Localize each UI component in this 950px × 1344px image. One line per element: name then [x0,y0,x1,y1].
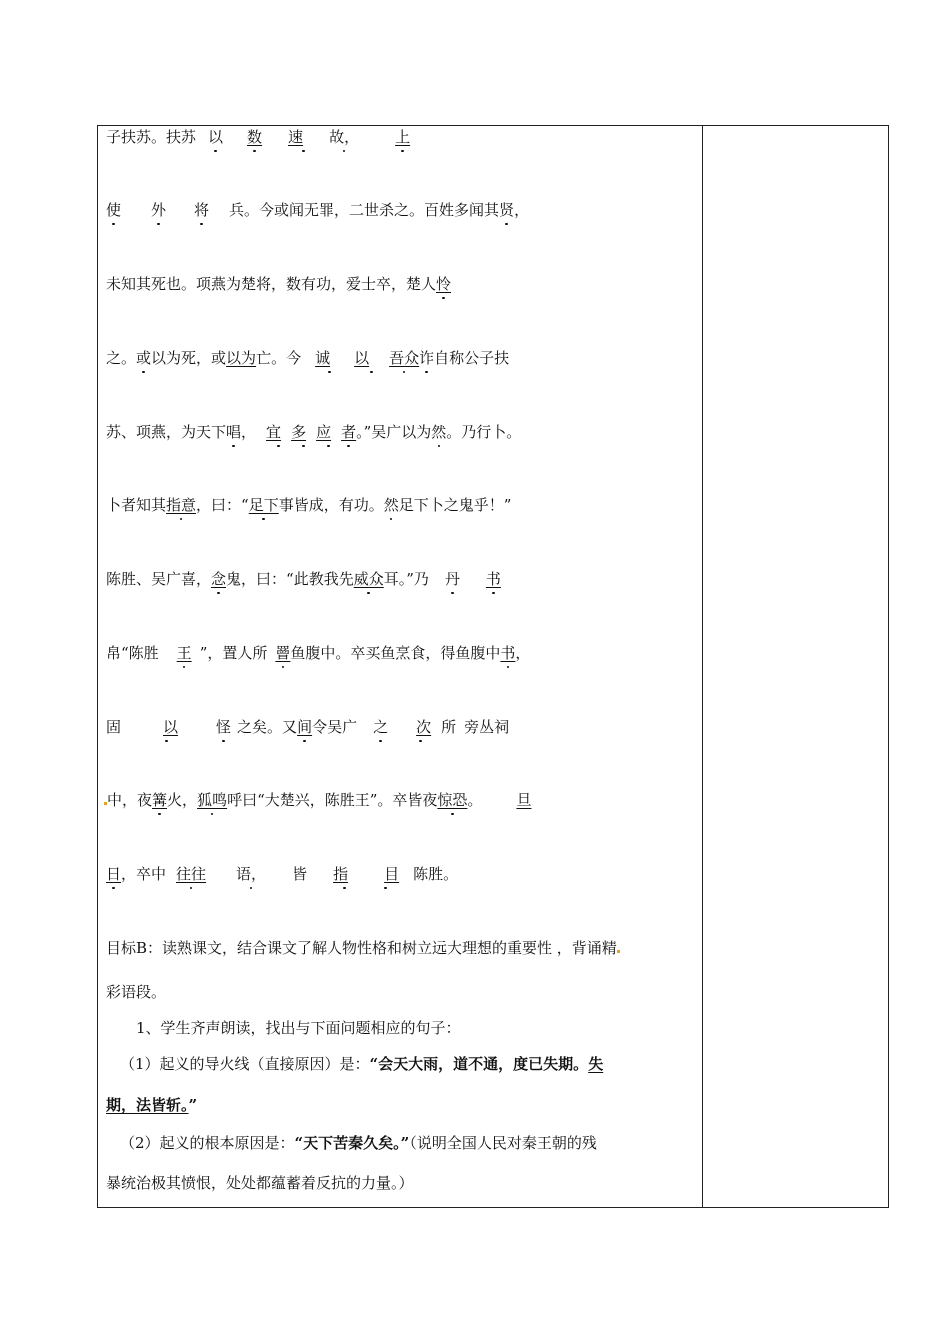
seg: 旦 [516,791,532,809]
seg: “天下苦秦久矣。” [294,1134,410,1152]
seg: 未知其死也。项燕为楚将，数有功，爱士卒，楚人 [106,275,437,293]
seg: （2）起义的根本原因是： [120,1134,295,1152]
seg: 亡。今 [256,349,302,367]
seg: 以 [354,349,389,367]
seg: 1、学生齐声朗读，找出与下面问题相应的句子： [136,1019,461,1037]
text-line-18 [106,1174,414,1192]
seg: 陈胜。 [413,865,459,883]
orange-mark [617,950,620,953]
seg: 指意 [166,496,197,514]
seg: 事皆成，有功。 [278,496,384,514]
text-line-2 [106,201,529,219]
seg: 怪 [216,718,232,736]
seg: 卜者知其 [106,496,167,514]
text-line-3 [106,275,451,293]
text-line-14 [136,1019,461,1037]
text-line-15 [120,1055,603,1073]
seg: 耳。”乃 [383,570,429,588]
seg: 数 [247,128,263,146]
text-line-17 [120,1134,597,1152]
seg: 苏、项燕，为天下 [106,423,227,441]
seg: 陈胜、吴广喜， [106,570,212,588]
seg: ，曰：“ [196,496,249,514]
text-line-4 [106,349,509,367]
text-line-6 [106,496,511,514]
seg: 外 [151,201,167,219]
seg: 目 [372,865,399,883]
seg: 指 [317,865,372,883]
seg: 之。 [106,349,137,367]
seg: 暴统治极其愤恨，处处都蕴蓄着反抗的力量。） [106,1174,414,1192]
seg: ， [514,201,530,219]
seg: 火， [167,791,198,809]
seg: 以为 [226,349,257,367]
seg: 应 [316,423,341,441]
text-line-10 [104,791,531,809]
seg: 上 [395,128,411,146]
seg: 。”吴广以为 [356,423,432,441]
seg: 罾 [275,644,291,662]
seg: 期，法皆斩。 [106,1096,189,1114]
seg: 威众 [353,570,384,588]
seg: 王 [169,644,200,662]
seg: 将 [194,201,210,219]
seg: 足下 [248,496,279,514]
seg: 然 [383,496,399,514]
seg: 自称公子扶 [434,349,510,367]
seg: 兵。今或闻无罪，二世杀之。百姓多闻其 [229,201,500,219]
seg: （1）起义的导火线（直接原因）是： [120,1055,370,1073]
seg: 旁丛祠 [464,718,510,736]
seg: 诚 [315,349,344,367]
text-line-5 [106,423,521,441]
seg: 然 [431,423,447,441]
seg: 往往 [176,865,207,883]
text-line-7 [106,570,501,588]
seg: 所 [441,718,457,736]
seg: 。 [467,791,483,809]
seg: 。乃行卜。 [446,423,522,441]
seg: ， [241,423,257,441]
seg: 中，夜 [107,791,153,809]
seg: 之 [373,718,389,736]
seg: 怜 [436,275,452,293]
seg: ” [188,1096,198,1114]
seg: 或 [136,349,152,367]
seg: 彩语段。 [106,983,167,1001]
seg: 惊恐 [437,791,468,809]
seg: 皆 [292,865,308,883]
seg: ， [515,644,531,662]
seg: 目标B：读熟课文，结合课文了解人物性格和树立远大理想的重要性 ，背诵精 [106,939,617,957]
seg: 帛“陈胜 [106,644,159,662]
seg: 贤 [499,201,515,219]
seg: 以 [208,128,224,146]
text-line-9 [106,718,509,736]
seg: 固 [106,718,122,736]
seg: 速 [288,128,319,146]
text-line-1 [106,128,410,146]
seg: 狐鸣 [197,791,228,809]
seg: 者 [341,423,357,441]
seg: ”，置人所 [199,644,268,662]
text-line-11 [106,865,458,883]
text-line-12 [106,939,620,957]
seg: 日 [106,865,122,883]
seg: 丹 [444,570,460,588]
seg: 书 [485,570,501,588]
seg: 以 [145,718,188,736]
seg: 鱼腹中。卒买鱼烹食，得鱼腹中 [290,644,501,662]
text-line-8 [106,644,530,662]
seg: 宜 [266,423,291,441]
seg: 呼曰“大楚兴，陈胜王”。卒皆夜 [227,791,438,809]
seg: 次 [408,718,433,736]
seg: 鬼，曰：“此教我先 [226,570,354,588]
seg: 令吴广 [312,718,358,736]
seg: 念 [211,570,227,588]
seg: 足下卜之鬼乎！” [398,496,512,514]
seg: 诈 [419,349,435,367]
seg: 篝 [152,791,168,809]
text-line-16 [106,1096,197,1114]
text-line-13 [106,983,166,1001]
seg: （说明全国人民对秦王朝的残 [409,1134,597,1152]
seg: 书 [500,644,516,662]
seg: 多 [291,423,316,441]
column-divider [702,125,703,1208]
seg: 子扶苏。扶苏 [106,128,197,146]
seg: 间 [297,718,313,736]
seg: 语， [236,865,267,883]
seg: ，卒中 [121,865,167,883]
seg: 故， [329,128,360,146]
seg: 使 [106,201,122,219]
seg: “会天大雨，道不通，度已失期。 [369,1055,589,1073]
seg: 以为死，或 [151,349,227,367]
seg: 之矣。又 [237,718,298,736]
seg: 吾众 [389,349,420,367]
seg: 失 [588,1055,604,1073]
seg: 唱 [226,423,242,441]
